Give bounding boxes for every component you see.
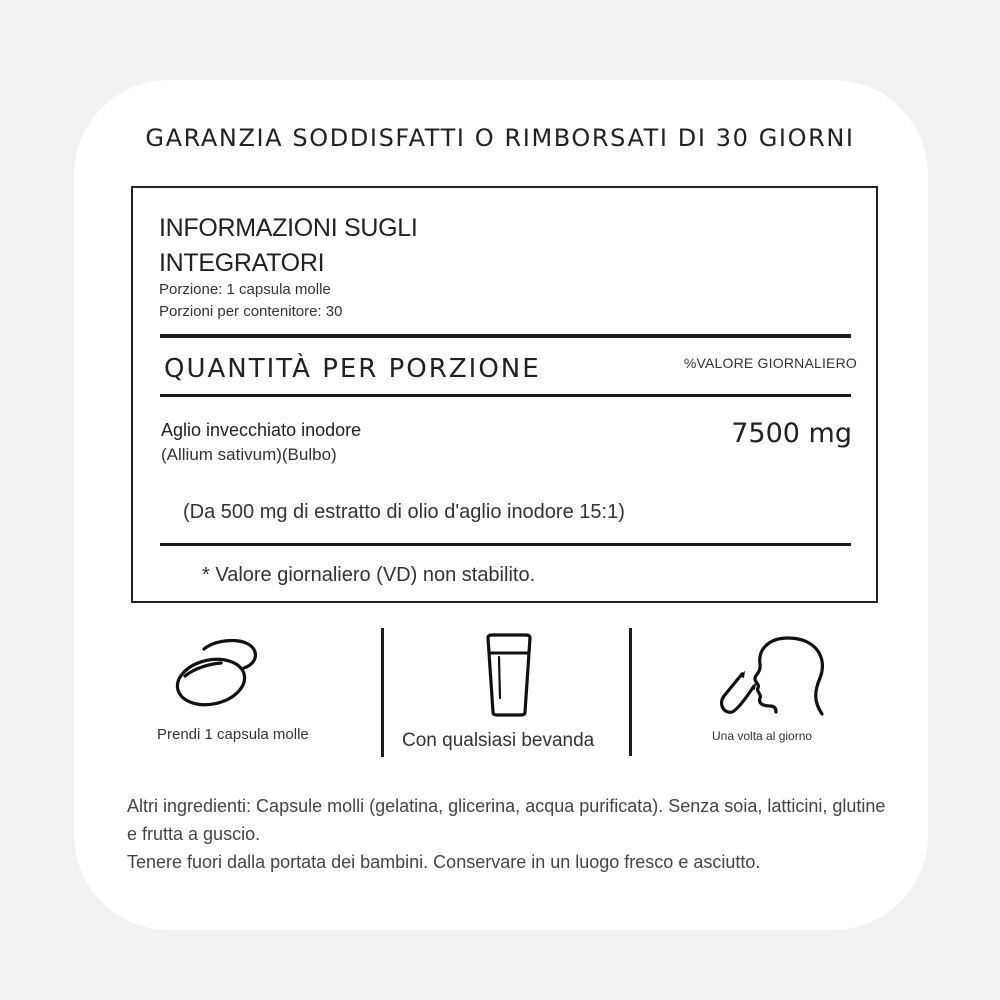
servings-per-container: Porzioni per contenitore: 30 (159, 303, 343, 320)
usage-item-beverage (390, 628, 630, 758)
usage-item-frequency (640, 628, 890, 758)
person-taking-capsule-icon (718, 634, 828, 720)
usage-divider-2 (629, 628, 632, 756)
facts-title-line-2: INTEGRATORI (159, 249, 325, 277)
daily-value-footnote: * Valore giornaliero (VD) non stabilito. (202, 564, 536, 586)
amount-per-serving-header: QUANTITÀ PER PORZIONE (164, 354, 541, 384)
other-ingredients-text: Altri ingredienti: Capsule molli (gelatina, glicerina, acqua purificata). Senza soia, latticini, glutine e frutta a guscio. (127, 796, 886, 844)
softgel-capsule-icon (175, 636, 265, 716)
divider-bottom (160, 543, 851, 546)
serving-size: Porzione: 1 capsula molle (159, 281, 331, 298)
usage-label-beverage: Con qualsiasi bevanda (402, 730, 595, 751)
storage-warning-text: Tenere fuori dalla portata dei bambini. Conservare in un luogo fresco e asciutto. (127, 852, 761, 872)
ingredient-amount: 7500 mg (731, 418, 852, 449)
usage-divider-1 (381, 628, 384, 757)
other-information (127, 792, 887, 876)
supplement-facts-title (159, 211, 418, 281)
guarantee-heading: GARANZIA SODDISFATTI O RIMBORSATI DI 30 GIORNI (145, 124, 855, 152)
facts-title-line-1: INFORMAZIONI SUGLI (159, 214, 418, 242)
usage-label-capsule: Prendi 1 capsula molle (157, 726, 309, 743)
ingredient-name: Aglio invecchiato inodore (161, 420, 362, 440)
divider-thick-top (160, 334, 851, 338)
divider-header (160, 394, 851, 397)
ingredient-extract-note: (Da 500 mg di estratto di olio d'aglio inodore 15:1) (183, 501, 625, 523)
usage-label-frequency: Una volta al giorno (712, 729, 813, 743)
daily-value-header: %VALORE GIORNALIERO (683, 355, 857, 371)
usage-item-capsule (140, 628, 380, 758)
drinking-glass-icon (484, 632, 534, 718)
ingredient-latin-name: (Allium sativum)(Bulbo) (161, 445, 337, 464)
